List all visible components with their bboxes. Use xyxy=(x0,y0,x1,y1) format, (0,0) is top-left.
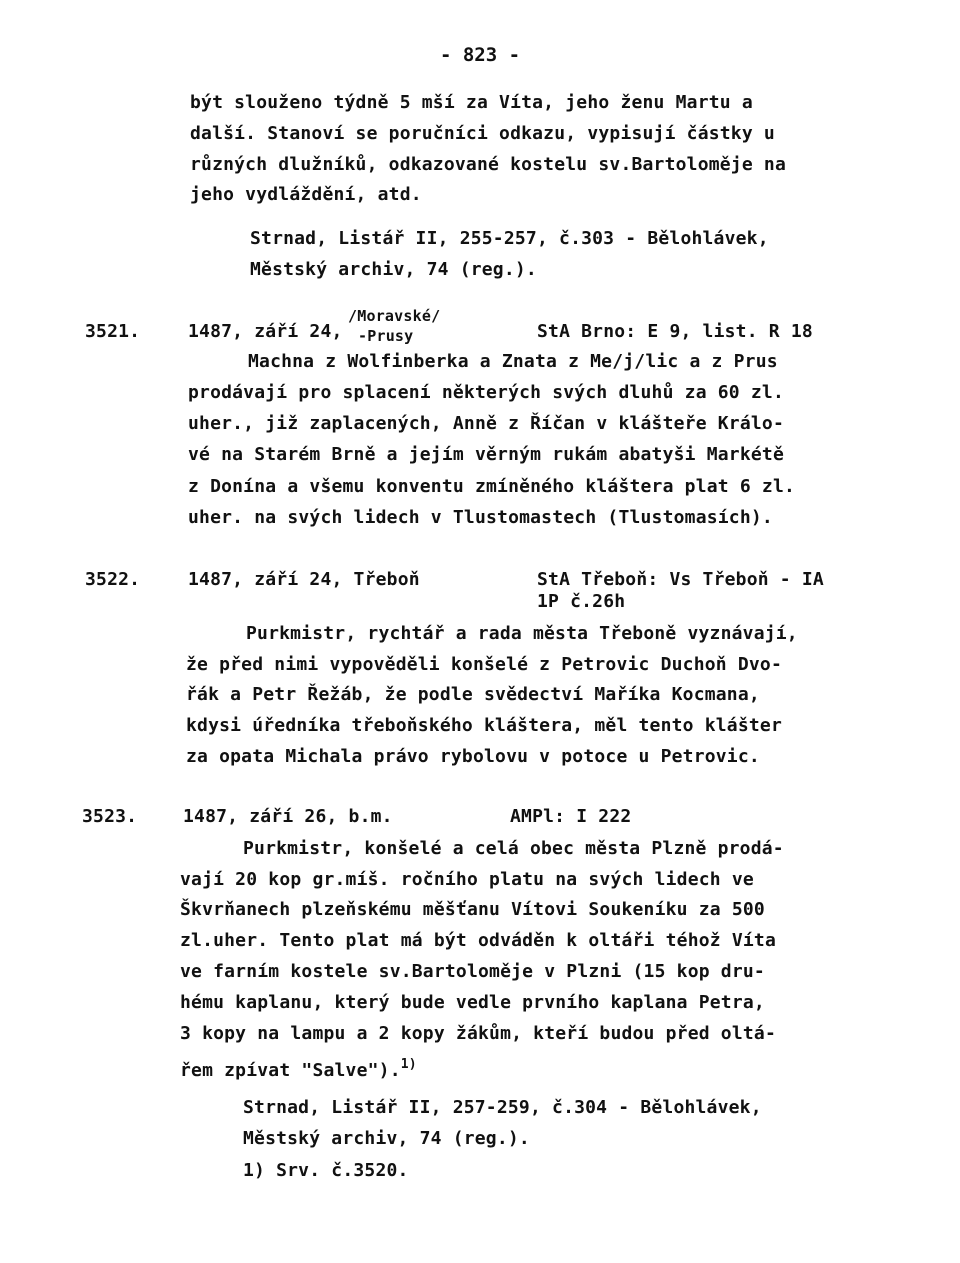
footnote-line: 1) Srv. č.3520. xyxy=(243,1160,409,1181)
entry-text-line: řák a Petr Řežáb, že podle svědectví Maříka Kocmana, xyxy=(186,684,760,705)
entry-number: 3522. xyxy=(85,569,141,590)
entry-text-line: 3 kopy na lampu a 2 kopy žákům, kteří budou před oltá- xyxy=(180,1023,776,1044)
entry-text-line: Machna z Wolfinberka a Znata z Me/j/lic a z Prus xyxy=(248,351,778,372)
intro-line: další. Stanoví se poručníci odkazu, vypisují částky u xyxy=(190,123,775,144)
intro-line: být slouženo týdně 5 mší za Víta, jeho ženu Martu a xyxy=(190,92,753,113)
entry-date: 1487, září 24, xyxy=(188,321,343,342)
intro-line: různých dlužníků, odkazované kostelu sv.Bartoloměje na xyxy=(190,154,786,175)
entry-date: 1487, září 26, b.m. xyxy=(183,806,393,827)
intro-line: jeho vydláždění, atd. xyxy=(190,184,422,205)
entry-number: 3521. xyxy=(85,321,141,342)
entry-text-line: hému kaplanu, který bude vedle prvního kaplana Petra, xyxy=(180,992,765,1013)
intro-citation-line: Strnad, Listář II, 255-257, č.303 - Bělohlávek, xyxy=(250,228,769,249)
entry-text-line: Purkmistr, konšelé a celá obec města Plzně prodá- xyxy=(243,838,784,859)
footnote-mark: 1) xyxy=(400,1057,417,1072)
entry-archive: StA Třeboň: Vs Třeboň - IA xyxy=(537,569,824,590)
entry-text-fragment: řem zpívat "Salve"). xyxy=(180,1060,401,1081)
entry-text-line xyxy=(180,1054,417,1082)
entry-text-line: Purkmistr, rychtář a rada města Třeboně vyznávají, xyxy=(246,623,798,644)
entry-citation-line: Strnad, Listář II, 257-259, č.304 - Bělohlávek, xyxy=(243,1097,762,1118)
page-number: - 823 - xyxy=(439,44,521,66)
entry-text-line: kdysi úředníka třeboňského kláštera, měl tento klášter xyxy=(186,715,782,736)
entry-text-line: vé na Starém Brně a jejím věrným rukám abatyši Markétě xyxy=(188,444,784,465)
entry-citation-line: Městský archiv, 74 (reg.). xyxy=(243,1128,530,1149)
entry-text-line: Škvrňanech plzeňskému měšťanu Vítovi Soukeníku za 500 xyxy=(180,899,765,920)
entry-text-line: uher. na svých lidech v Tlustomastech (Tlustomasích). xyxy=(188,507,773,528)
entry-date: 1487, září 24, Třeboň xyxy=(188,569,420,590)
entry-text-line: z Donína a všemu konventu zmíněného kláštera plat 6 zl. xyxy=(188,476,796,497)
entry-archive-line2: 1P č.26h xyxy=(537,591,626,612)
entry-text-line: prodávají pro splacení některých svých dluhů za 60 zl. xyxy=(188,382,784,403)
entry-text-line: zl.uher. Tento plat má být odváděn k oltáři téhož Víta xyxy=(180,930,776,951)
entry-text-line: vají 20 kop gr.míš. ročního platu na svých lidech ve xyxy=(180,869,754,890)
entry-text-line: uher., již zaplacených, Anně z Říčan v klášteře Králo- xyxy=(188,413,784,434)
entry-text-line: za opata Michala právo rybolovu v potoce u Petrovic. xyxy=(186,746,760,767)
entry-text-line: že před nimi vypověděli konšelé z Petrovic Duchoň Dvo- xyxy=(186,654,782,675)
entry-number: 3523. xyxy=(82,806,138,827)
entry-archive: StA Brno: E 9, list. R 18 xyxy=(537,321,813,342)
entry-archive: AMPl: I 222 xyxy=(510,806,632,827)
entry-place-top: /Moravské/ xyxy=(348,307,441,325)
entry-text-line: ve farním kostele sv.Bartoloměje v Plzni (15 kop dru- xyxy=(180,961,765,982)
intro-citation-line: Městský archiv, 74 (reg.). xyxy=(250,259,537,280)
entry-place-bottom: -Prusy xyxy=(358,327,414,345)
